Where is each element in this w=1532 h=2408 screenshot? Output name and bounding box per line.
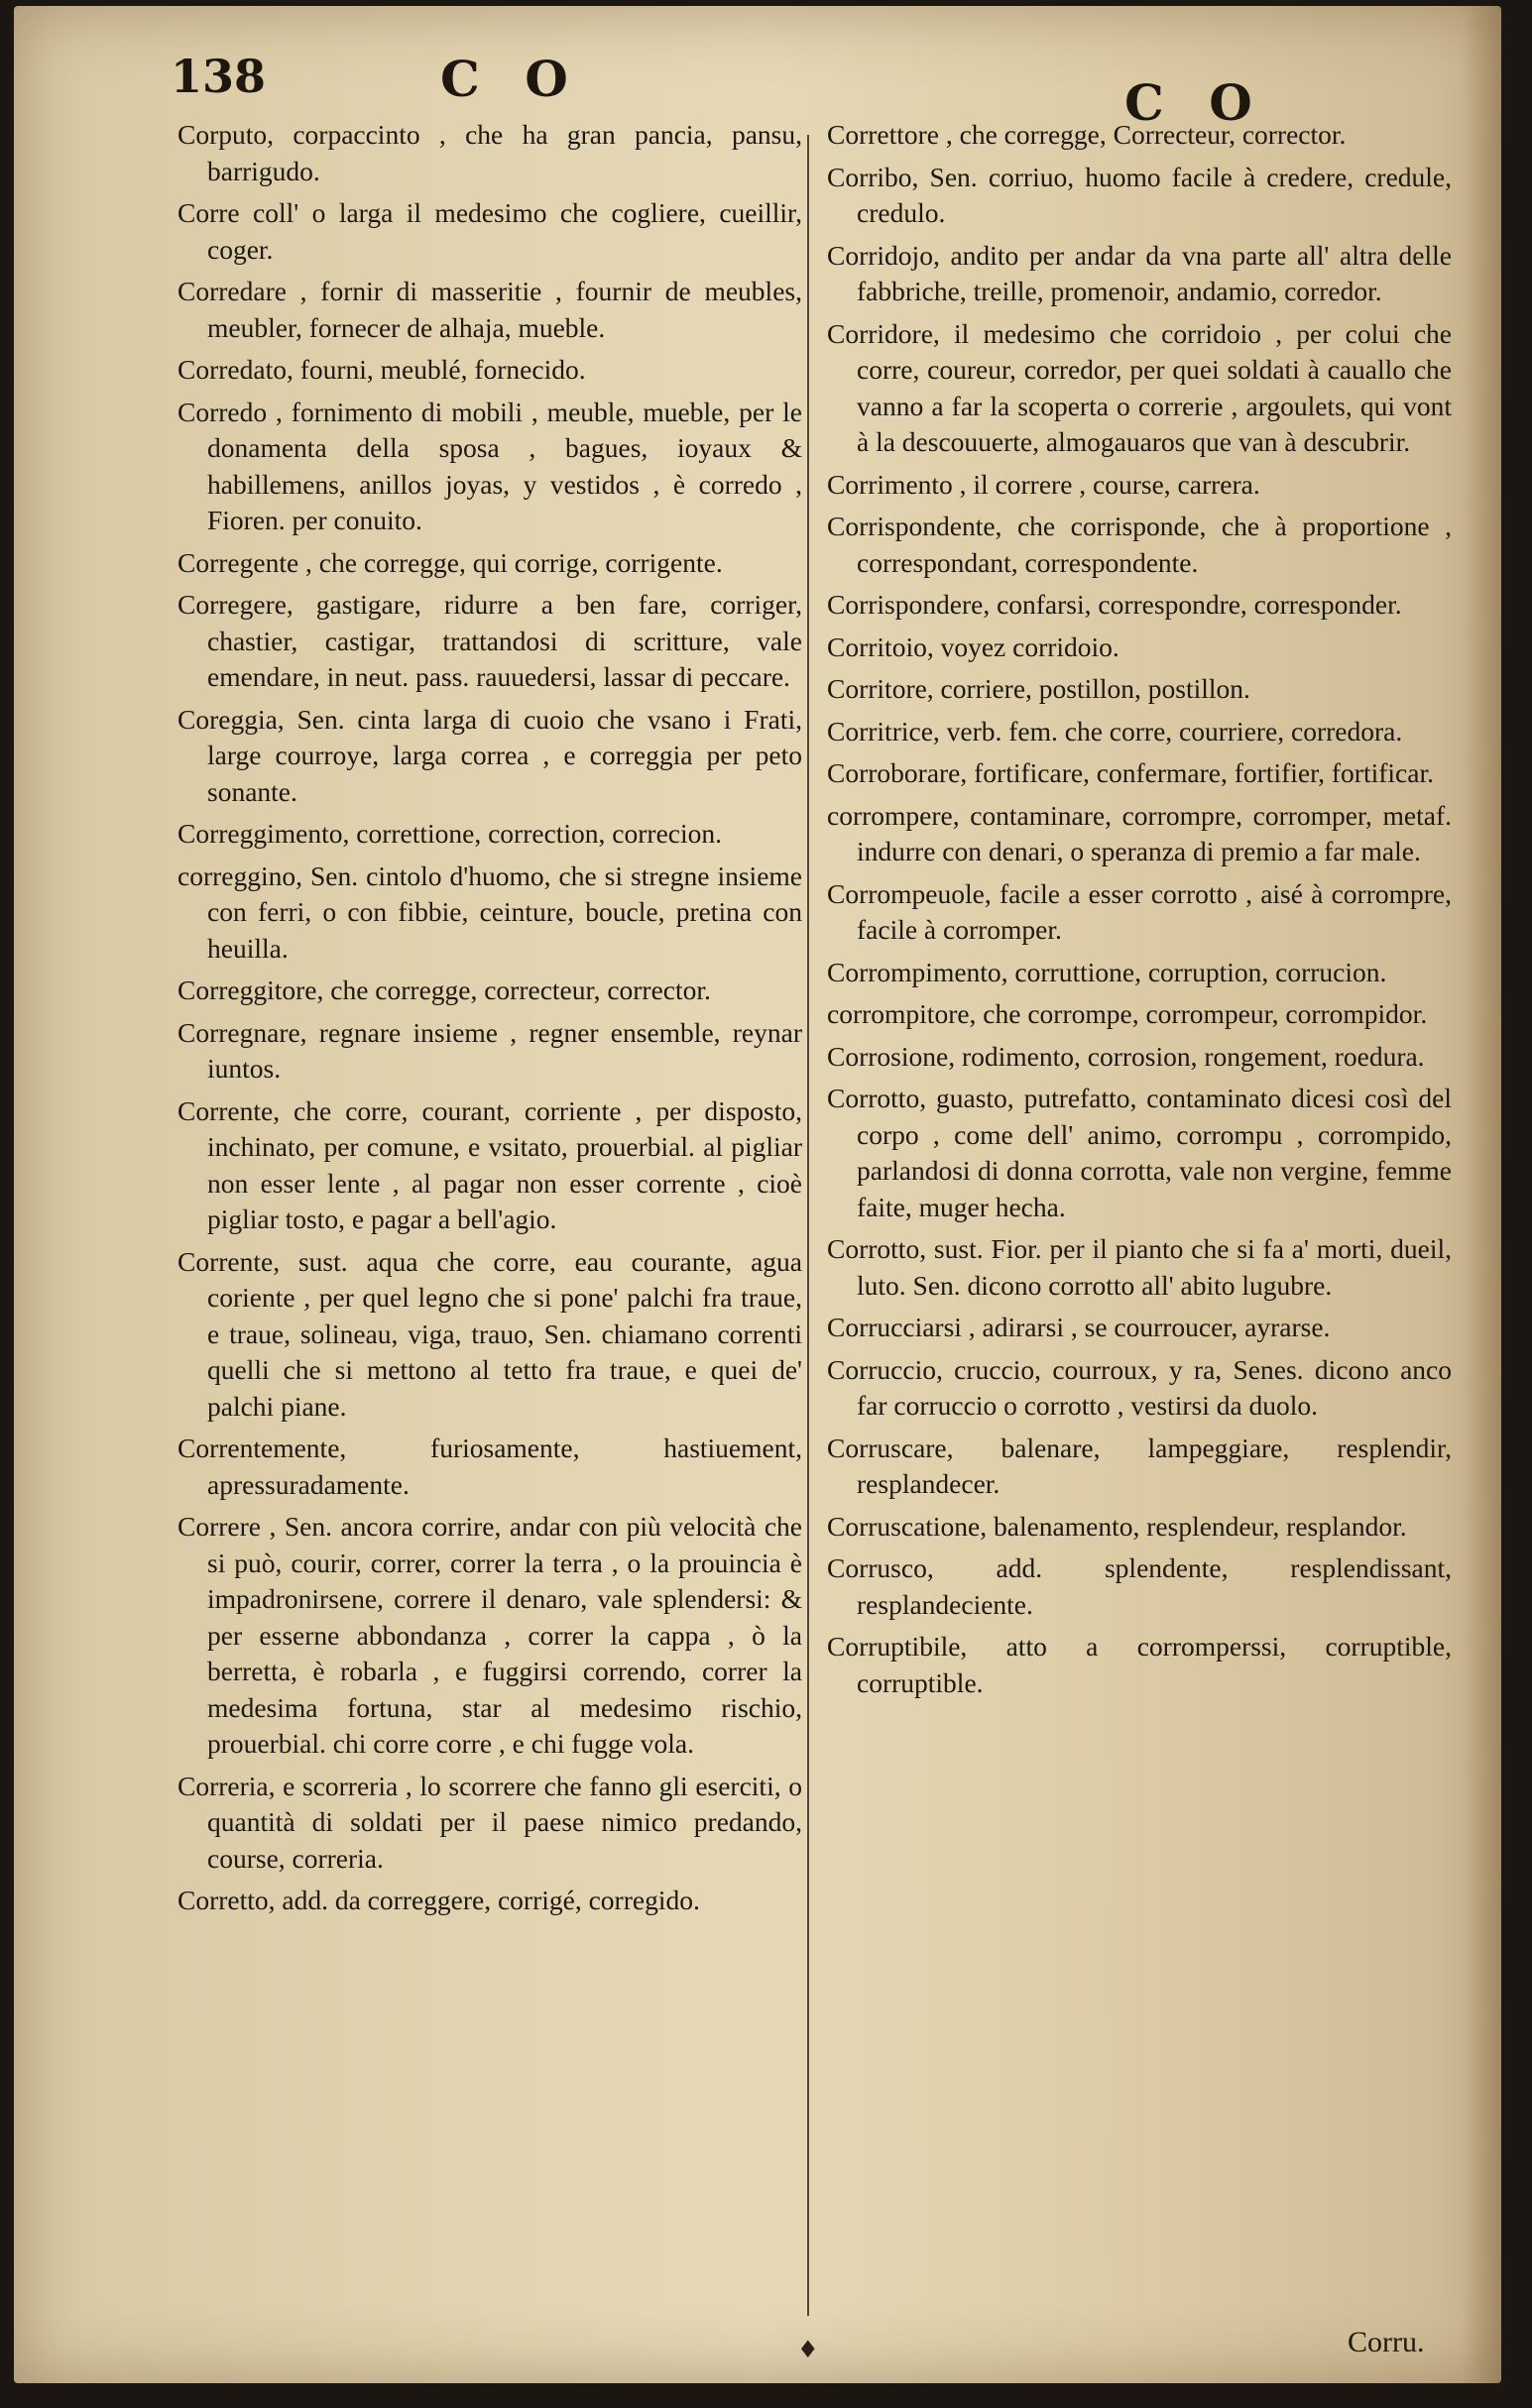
dictionary-entry: correggino, Sen. cintolo d'huomo, che si stregne insieme con ferri, o con fibbie, ceinture, boucle, pretina con heuilla.	[177, 860, 802, 964]
dictionary-entry: Corrente, sust. aqua che corre, eau courante, agua coriente , per quel legno che si pone' palchi fra traue, e traue, solineau, viga, trauo, Sen. chiamano correnti quelli che si mettono al tetto fra traue, e quei de' palchi piane.	[177, 1245, 802, 1422]
dictionary-entry: Corrotto, guasto, putrefatto, contaminato dicesi così del corpo , come dell' animo, corrompu , corrompido, parlandosi di donna corrotta, vale non vergine, femme faite, muger hecha.	[827, 1083, 1452, 1222]
dictionary-entry: Coreggia, Sen. cinta larga di cuoio che vsano i Frati, large courroye, larga correa , e correggia per peto sonante.	[177, 703, 802, 807]
dictionary-entry: Correntemente, furiosamente, hastiuement, apressuradamente.	[177, 1433, 802, 1500]
book-page	[14, 6, 1501, 2383]
dictionary-entry: Correre , Sen. ancora corrire, andar con più velocità che si può, courir, correr, correr la terra , o la prouincia è impadronirsene, correre il denaro, vale splendersi: & per esserne abbondanza , correr la cappa , ò la berretta, è robarla , e fuggirsi correndo, correr la medesima fortuna, star al medesimo rischio, prouerbial. chi corre corre , e chi fugge vola.	[177, 1511, 802, 1759]
dictionary-entry: Corredato, fourni, meublé, fornecido.	[177, 354, 586, 385]
dictionary-entry: Corroborare, fortificare, confermare, fortifier, fortificar.	[827, 757, 1434, 788]
dictionary-entry: Corruptibile, atto a corromperssi, corruptible, corruptible.	[827, 1631, 1452, 1698]
page-header	[14, 46, 1501, 132]
dictionary-entry: Corruccio, cruccio, courroux, y ra, Senes. dicono anco far corruccio o corrotto , vestirsi da duolo.	[827, 1353, 1452, 1421]
dictionary-entry: Corruscatione, balenamento, resplendeur, resplandor.	[827, 1510, 1407, 1542]
dictionary-entry: Corrimento , il correre , course, carrera.	[827, 468, 1260, 500]
dictionary-entry: Correggimento, correttione, correction, correcion.	[177, 818, 723, 849]
dictionary-entry: Corrompimento, corruttione, corruption, corrucion.	[827, 956, 1387, 987]
dictionary-entry: Corredare , fornir di masseritie , fournir de meubles, meubler, fornecer de alhaja, mueble.	[177, 276, 802, 343]
dictionary-entry: Correttore , che corregge, Correcteur, corrector.	[827, 119, 1347, 150]
dictionary-entry: Corrucciarsi , adirarsi , se courroucer, ayrarse.	[827, 1312, 1331, 1342]
dictionary-entry: Corrusco, add. splendente, resplendissant, resplandeciente.	[827, 1552, 1452, 1620]
catchword: Corru.	[1348, 2326, 1425, 2358]
dictionary-entry: corrompitore, che corrompe, corrompeur, corrompidor.	[827, 998, 1428, 1029]
right-running-head: C O	[1124, 73, 1266, 132]
column-rule	[807, 135, 809, 2316]
left-running-head: C O	[440, 50, 582, 108]
printer-mark-icon: ♦	[797, 2336, 819, 2363]
dictionary-entry: Corredo , fornimento di mobili , meuble, mueble, per le donamenta della sposa , bagues, ioyaux & habillemens, anillos joyas, y vestidos , è corredo , Fioren. per conuito.	[177, 396, 802, 535]
dictionary-entry: Corribo, Sen. corriuo, huomo facile à credere, credule, credulo.	[827, 161, 1452, 228]
dictionary-entry: Corrispondere, confarsi, correspondre, corresponder.	[827, 589, 1402, 620]
dictionary-entry: Corretto, add. da correggere, corrigé, corregido.	[177, 1885, 700, 1915]
dictionary-entry: Corrente, che corre, courant, corriente , per disposto, inchinato, per comune, e vsitato, prouerbial. al pigliar non esser lente , al pagar non esser corrente , cioè pigliar tosto, e pagar a bell'agio.	[177, 1094, 802, 1234]
left-column	[177, 117, 802, 1925]
dictionary-entry: Corritrice, verb. fem. che corre, courriere, corredora.	[827, 715, 1403, 746]
dictionary-entry: Corregente , che corregge, qui corrige, corrigente.	[177, 546, 723, 578]
dictionary-entry: Corritore, corriere, postillon, postillon.	[827, 673, 1250, 704]
dictionary-entry: Corregere, gastigare, ridurre a ben fare, corriger, chastier, castigar, trattandosi di scritture, vale emendare, in neut. pass. rauuedersi, lassar di peccare.	[177, 589, 802, 692]
dictionary-entry: Corrosione, rodimento, corrosion, rongement, roedura.	[827, 1040, 1425, 1072]
dictionary-entry: Corputo, corpaccinto , che ha gran pancia, pansu, barrigudo.	[177, 119, 802, 186]
dictionary-entry: Corritoio, voyez corridoio.	[827, 631, 1120, 662]
dictionary-entry: Corruscare, balenare, lampeggiare, resplendir, resplandecer.	[827, 1432, 1452, 1499]
dictionary-entry: Corrotto, sust. Fior. per il pianto che si fa a' morti, dueil, luto. Sen. dicono corrotto all' abito lugubre.	[827, 1233, 1452, 1301]
page-edge-shadow	[1462, 6, 1501, 2383]
dictionary-entry: Corrompeuole, facile a esser corrotto , aisé à corrompre, facile à corromper.	[827, 877, 1452, 945]
dictionary-entry: Corridore, il medesimo che corridoio , per colui che corre, coureur, corredor, per quei soldati à cauallo che vanno a far la scoperta o correrie , argoulets, qui vont à la descouuerte, almogauaros que van à descubrir.	[827, 317, 1452, 457]
dictionary-entry: Corregnare, regnare insieme , regner ensemble, reynar iuntos.	[177, 1016, 802, 1084]
right-column	[827, 117, 1452, 1707]
page-number: 138	[171, 50, 267, 103]
dictionary-entry: Corridojo, andito per andar da vna parte all' altra delle fabbriche, treille, promenoir, andamio, corredor.	[827, 239, 1452, 306]
dictionary-entry: Corrispondente, che corrisponde, che à proportione , correspondant, correspondente.	[827, 511, 1452, 578]
dictionary-entry: Correria, e scorreria , lo scorrere che fanno gli eserciti, o quantità di soldati per il paese nimico predando, course, correria.	[177, 1770, 802, 1874]
dictionary-entry: Corre coll' o larga il medesimo che cogliere, cueillir, coger.	[177, 197, 802, 265]
dictionary-entry: Correggitore, che corregge, correcteur, corrector.	[177, 975, 711, 1005]
dictionary-entry: corrompere, contaminare, corrompre, corromper, metaf. indurre con denari, o speranza di premio a far male.	[827, 799, 1452, 866]
